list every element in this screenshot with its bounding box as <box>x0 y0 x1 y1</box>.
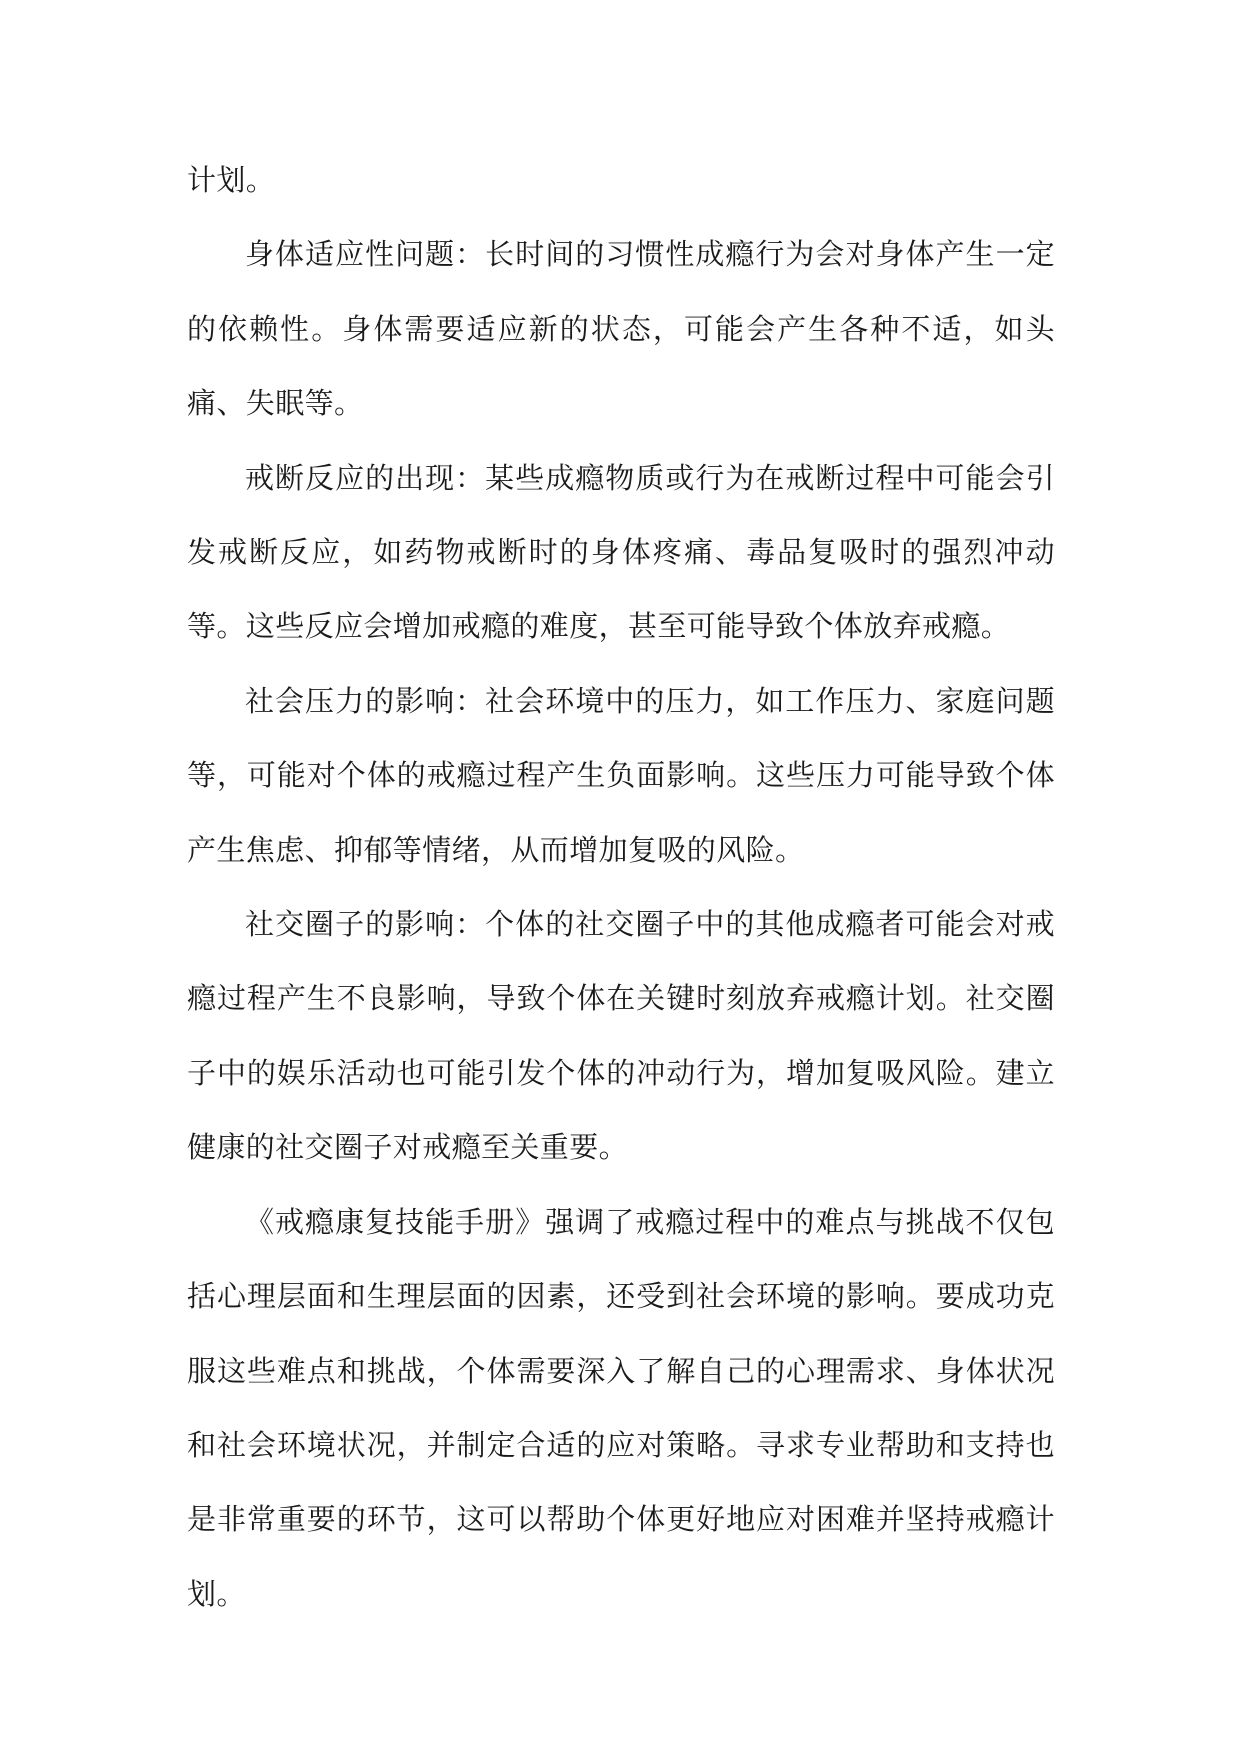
document-body <box>187 143 1055 1631</box>
paragraph-summary: 《戒瘾康复技能手册》强调了戒瘾过程中的难点与挑战不仅包括心理层面和生理层面的因素，还受到社会环境的影响。要成功克服这些难点和挑战，个体需要深入了解自己的心理需求、身体状况和社会环境状况，并制定合适的应对策略。寻求专业帮助和支持也是非常重要的环节，这可以帮助个体更好地应对困难并坚持戒瘾计划。 <box>187 1204 1055 1611</box>
paragraph-physical-adaptation: 身体适应性问题：长时间的习惯性成瘾行为会对身体产生一定的依赖性。身体需要适应新的状态，可能会产生各种不适，如头痛、失眠等。 <box>187 237 1055 421</box>
paragraph-social-pressure: 社会压力的影响：社会环境中的压力，如工作压力、家庭问题等，可能对个体的戒瘾过程产生负面影响。这些压力可能导致个体产生焦虑、抑郁等情绪，从而增加复吸的风险。 <box>187 683 1055 867</box>
paragraph-social-circle: 社交圈子的影响：个体的社交圈子中的其他成瘾者可能会对戒瘾过程产生不良影响，导致个体在关键时刻放弃戒瘾计划。社交圈子中的娱乐活动也可能引发个体的冲动行为，增加复吸风险。建立健康的社交圈子对戒瘾至关重要。 <box>187 907 1055 1165</box>
paragraph-withdrawal-reaction: 戒断反应的出现：某些成瘾物质或行为在戒断过程中可能会引发戒断反应，如药物戒断时的身体疼痛、毒品复吸时的强烈冲动等。这些反应会增加戒瘾的难度，甚至可能导致个体放弃戒瘾。 <box>187 460 1055 644</box>
paragraph-continuation: 计划。 <box>187 163 276 197</box>
